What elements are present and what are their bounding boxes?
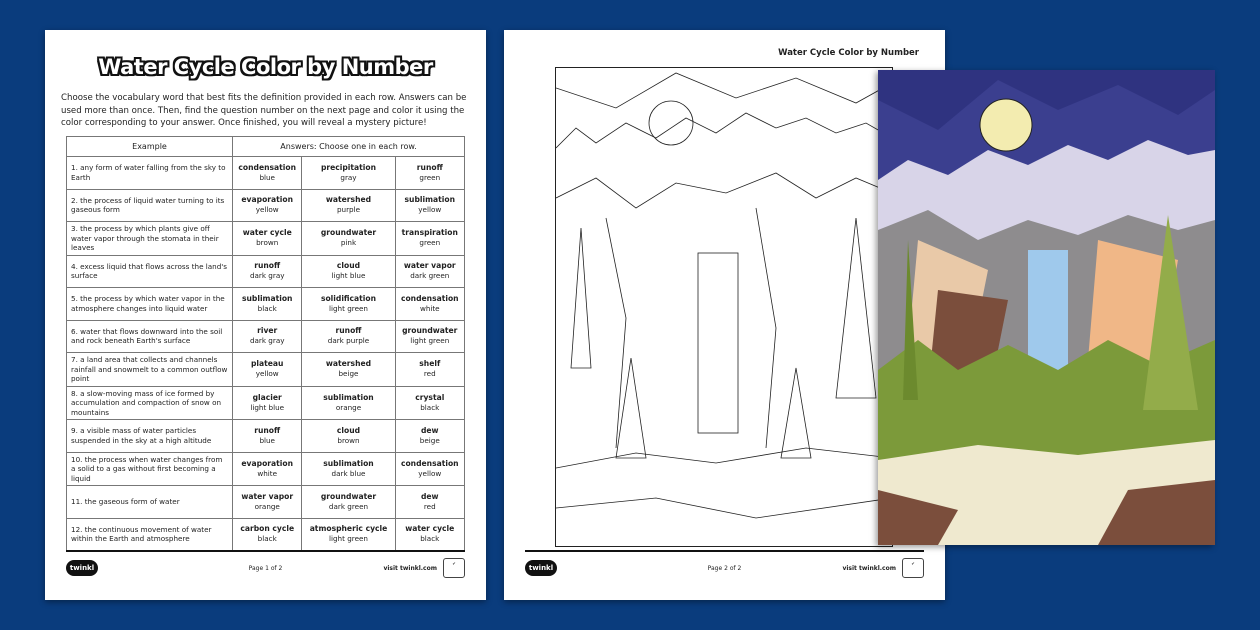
answer-word: groundwater xyxy=(320,491,377,501)
definition: 7. a land area that collects and channels rainfall and snowmelt to a common outflow point xyxy=(67,353,233,387)
answer-color: black xyxy=(420,534,440,544)
answer-word: water cycle xyxy=(242,228,292,238)
answer-option[interactable] xyxy=(395,420,464,453)
definition: 6. water that flows downward into the soil and rock beneath Earth's surface xyxy=(67,320,233,353)
twinkl-logo: twinkl xyxy=(66,560,98,576)
definition: 4. excess liquid that flows across the land's surface xyxy=(67,255,233,288)
answer-color: beige xyxy=(419,435,440,445)
definition: 8. a slow-moving mass of ice formed by accumulation and compaction of snow on mountains xyxy=(67,386,233,420)
answer-option[interactable] xyxy=(395,255,464,288)
answer-option[interactable] xyxy=(302,288,395,321)
answer-word: dew xyxy=(420,425,439,435)
answer-word: shelf xyxy=(419,359,441,369)
answer-option[interactable] xyxy=(395,157,464,190)
answer-word: groundwater xyxy=(402,326,458,336)
answer-word: evaporation xyxy=(241,458,294,468)
answer-word: runoff xyxy=(254,261,281,271)
answer-word: condensation xyxy=(238,162,297,172)
answer-option[interactable] xyxy=(302,452,395,486)
answer-option[interactable] xyxy=(233,518,302,551)
table-row xyxy=(67,486,465,519)
answer-option[interactable] xyxy=(233,353,302,387)
answer-color: brown xyxy=(337,435,360,445)
instructions: Choose the vocabulary word that best fits the definition provided in each row. Answers can be used more than once. Then, find the question number on the next page and color it using the color corresponding to your answer. Once finished, you will reveal a mystery picture! xyxy=(61,93,467,128)
definition: 1. any form of water falling from the sky to Earth xyxy=(67,157,233,190)
page-footer xyxy=(66,550,465,580)
answer-option[interactable] xyxy=(233,157,302,190)
answer-option[interactable] xyxy=(395,189,464,222)
answer-color: white xyxy=(419,303,440,313)
answer-color: pink xyxy=(340,238,357,248)
definition: 9. a visible mass of water particles suspended in the sky at a high altitude xyxy=(67,420,233,453)
answer-word: sublimation xyxy=(404,195,455,205)
answer-word: sublimation xyxy=(241,293,293,303)
answer-word: watershed xyxy=(325,359,372,369)
answer-word: transpiration xyxy=(401,228,458,238)
answer-option[interactable] xyxy=(233,386,302,420)
table-row xyxy=(67,189,465,222)
answer-word: atmospheric cycle xyxy=(309,524,388,534)
page-number: Page 1 of 2 xyxy=(248,565,283,572)
answer-option[interactable] xyxy=(395,518,464,551)
answer-word: sublimation xyxy=(323,392,374,402)
table-row xyxy=(67,255,465,288)
answer-color: black xyxy=(420,402,440,412)
answer-color: light green xyxy=(329,534,368,544)
answer-color: light blue xyxy=(331,271,366,281)
answer-option[interactable] xyxy=(395,386,464,420)
answer-word: runoff xyxy=(416,162,443,172)
answer-color: green xyxy=(419,238,441,248)
definition: 10. the process when water changes from a solid to a gas without first becoming a liquid xyxy=(67,452,233,486)
answer-option[interactable] xyxy=(302,222,395,256)
answer-color: blue xyxy=(259,435,275,445)
answer-color: yellow xyxy=(255,205,279,215)
answer-word: carbon cycle xyxy=(240,524,295,534)
answer-color: green xyxy=(419,172,441,182)
answer-word: condensation xyxy=(400,293,459,303)
answer-word: runoff xyxy=(254,425,281,435)
answer-color: black xyxy=(257,534,277,544)
visit-link[interactable]: visit twinkl.com xyxy=(383,565,437,572)
table-row xyxy=(67,420,465,453)
answer-color: orange xyxy=(254,501,280,511)
answer-word: cloud xyxy=(336,425,361,435)
answer-option[interactable] xyxy=(395,486,464,519)
table-row xyxy=(67,222,465,256)
answer-word: solidification xyxy=(320,293,377,303)
answer-color: yellow xyxy=(418,205,442,215)
answer-word: water cycle xyxy=(405,524,455,534)
table-row xyxy=(67,320,465,353)
answer-option[interactable] xyxy=(233,255,302,288)
answer-word: dew xyxy=(420,491,439,501)
answer-option[interactable] xyxy=(395,353,464,387)
answer-option[interactable] xyxy=(302,420,395,453)
vocabulary-table xyxy=(66,136,465,551)
definition: 3. the process by which plants give off water vapor through the stomata in their leaves xyxy=(67,222,233,256)
table-row xyxy=(67,452,465,486)
answer-option[interactable] xyxy=(302,486,395,519)
definition: 11. the gaseous form of water xyxy=(67,486,233,519)
header-answers: Answers: Choose one in each row. xyxy=(233,137,465,157)
answer-option[interactable] xyxy=(395,288,464,321)
answer-option[interactable] xyxy=(233,420,302,453)
answer-option[interactable] xyxy=(302,255,395,288)
answer-option[interactable] xyxy=(302,518,395,551)
answer-option[interactable] xyxy=(302,386,395,420)
answer-color: gray xyxy=(340,172,357,182)
answer-color: purple xyxy=(336,205,361,215)
answer-word: watershed xyxy=(325,195,372,205)
answer-word: groundwater xyxy=(320,228,377,238)
answer-word: evaporation xyxy=(241,195,294,205)
page-header-title: Water Cycle Color by Number xyxy=(778,48,919,58)
answer-color: red xyxy=(423,369,436,379)
line-art-picture xyxy=(555,67,893,547)
answer-option[interactable] xyxy=(302,320,395,353)
answer-word: plateau xyxy=(250,359,284,369)
answer-option[interactable] xyxy=(233,222,302,256)
answer-word: crystal xyxy=(415,392,445,402)
answer-color: dark gray xyxy=(249,271,285,281)
answer-color: dark gray xyxy=(249,336,285,346)
page-footer xyxy=(525,550,924,580)
table-row xyxy=(67,386,465,420)
answer-option[interactable] xyxy=(302,353,395,387)
worksheet-page-1 xyxy=(45,30,486,600)
answer-color: dark green xyxy=(328,501,369,511)
answer-option[interactable] xyxy=(302,189,395,222)
answer-word: river xyxy=(257,326,278,336)
answer-color: red xyxy=(423,501,436,511)
page-number: Page 2 of 2 xyxy=(707,565,742,572)
table-row xyxy=(67,353,465,387)
answer-word: water vapor xyxy=(241,491,294,501)
page-title: Water Cycle Color by Number xyxy=(98,55,433,79)
quality-badge-icon: ✔ xyxy=(443,558,465,578)
answer-option[interactable] xyxy=(233,189,302,222)
answer-word: sublimation xyxy=(323,458,374,468)
answer-option[interactable] xyxy=(395,452,464,486)
definition: 2. the process of liquid water turning to its gaseous form xyxy=(67,189,233,222)
header-example: Example xyxy=(67,137,233,157)
answer-color: yellow xyxy=(418,468,442,478)
answer-word: precipitation xyxy=(320,162,377,172)
answer-color: dark purple xyxy=(327,336,370,346)
answer-word: water vapor xyxy=(403,261,456,271)
answer-color: black xyxy=(257,303,277,313)
answer-color: light blue xyxy=(250,402,285,412)
twinkl-logo: twinkl xyxy=(525,560,557,576)
answer-option[interactable] xyxy=(395,222,464,256)
answer-option[interactable] xyxy=(233,288,302,321)
definition: 12. the continuous movement of water within the Earth and atmosphere xyxy=(67,518,233,551)
answer-word: glacier xyxy=(252,392,282,402)
answer-color: blue xyxy=(259,172,275,182)
answer-color: brown xyxy=(256,238,279,248)
answer-color: light green xyxy=(410,336,450,346)
answer-color: dark blue xyxy=(331,468,366,478)
answer-color: light green xyxy=(329,303,368,313)
definition: 5. the process by which water vapor in the atmosphere changes into liquid water xyxy=(67,288,233,321)
colored-mystery-picture xyxy=(878,70,1215,545)
table-row xyxy=(67,518,465,551)
table-row xyxy=(67,157,465,190)
answer-option[interactable] xyxy=(233,486,302,519)
answer-color: dark green xyxy=(410,271,450,281)
quality-badge-icon: ✔ xyxy=(902,558,924,578)
answer-option[interactable] xyxy=(302,157,395,190)
answer-word: cloud xyxy=(336,261,361,271)
table-row xyxy=(67,288,465,321)
answer-option[interactable] xyxy=(233,320,302,353)
answer-color: orange xyxy=(335,402,362,412)
answer-word: condensation xyxy=(400,458,459,468)
answer-word: runoff xyxy=(335,326,362,336)
answer-option[interactable] xyxy=(395,320,464,353)
answer-color: yellow xyxy=(255,369,279,379)
answer-option[interactable] xyxy=(233,452,302,486)
visit-link[interactable]: visit twinkl.com xyxy=(842,565,896,572)
answer-color: beige xyxy=(338,369,359,379)
answer-color: white xyxy=(257,468,278,478)
